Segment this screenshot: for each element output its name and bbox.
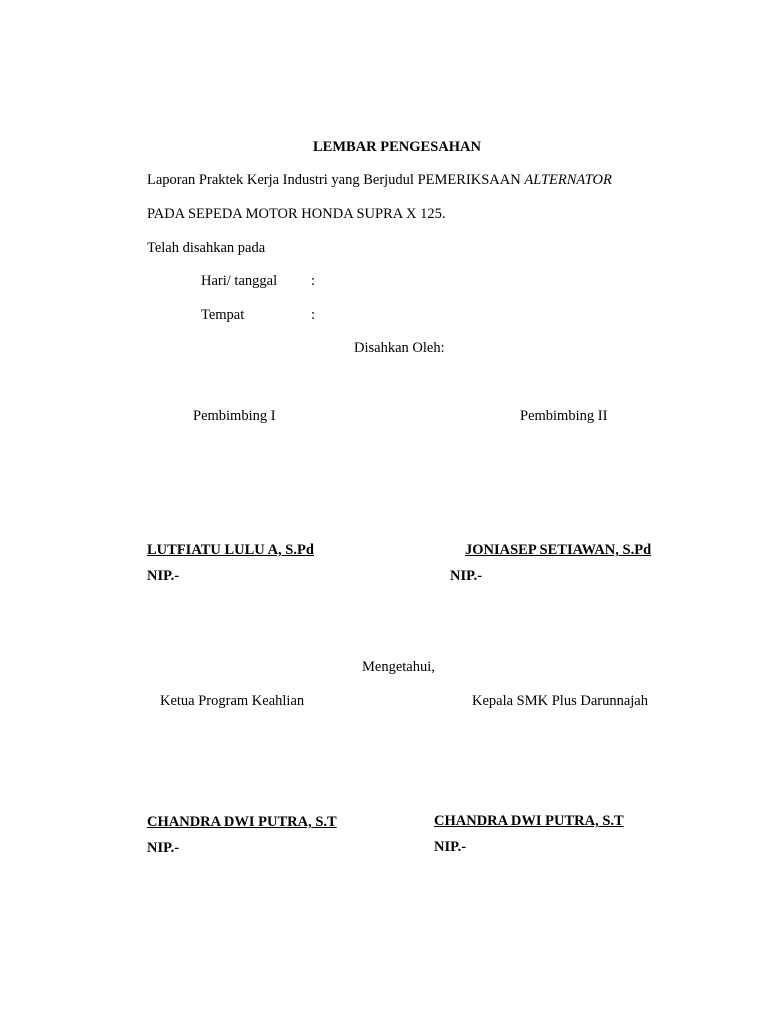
report-title-text: Laporan Praktek Kerja Industri yang Berjudul PEMERIKSAAN xyxy=(147,172,525,188)
page-title: LEMBAR PENGESAHAN xyxy=(313,139,481,155)
supervisor-2-nip: NIP.- xyxy=(450,568,483,584)
program-head-role: Ketua Program Keahlian xyxy=(160,693,305,709)
principal-nip: NIP.- xyxy=(434,839,467,855)
principal-name: CHANDRA DWI PUTRA, S.T xyxy=(434,813,624,829)
day-date-label: Hari/ tanggal xyxy=(201,273,278,289)
report-title-line-2: PADA SEPEDA MOTOR HONDA SUPRA X 125. xyxy=(147,206,446,222)
supervisor-1-role: Pembimbing I xyxy=(193,408,276,424)
approved-by-label: Disahkan Oleh: xyxy=(354,340,445,356)
acknowledged-heading: Mengetahui, xyxy=(362,659,435,675)
supervisor-2-role: Pembimbing II xyxy=(520,408,608,424)
supervisor-1-nip: NIP.- xyxy=(147,568,180,584)
report-title-italic: ALTERNATOR xyxy=(524,172,612,188)
program-head-name: CHANDRA DWI PUTRA, S.T xyxy=(147,814,337,830)
place-separator: : xyxy=(311,307,316,323)
report-title-line-1 xyxy=(147,171,612,189)
place-label: Tempat xyxy=(201,307,245,323)
supervisor-2-name: JONIASEP SETIAWAN, S.Pd xyxy=(465,542,652,558)
supervisor-1-name: LUTFIATU LULU A, S.Pd xyxy=(147,542,314,558)
principal-role: Kepala SMK Plus Darunnajah xyxy=(472,693,648,709)
program-head-nip: NIP.- xyxy=(147,840,180,856)
day-date-separator: : xyxy=(311,273,316,289)
approval-intro: Telah disahkan pada xyxy=(147,240,266,256)
